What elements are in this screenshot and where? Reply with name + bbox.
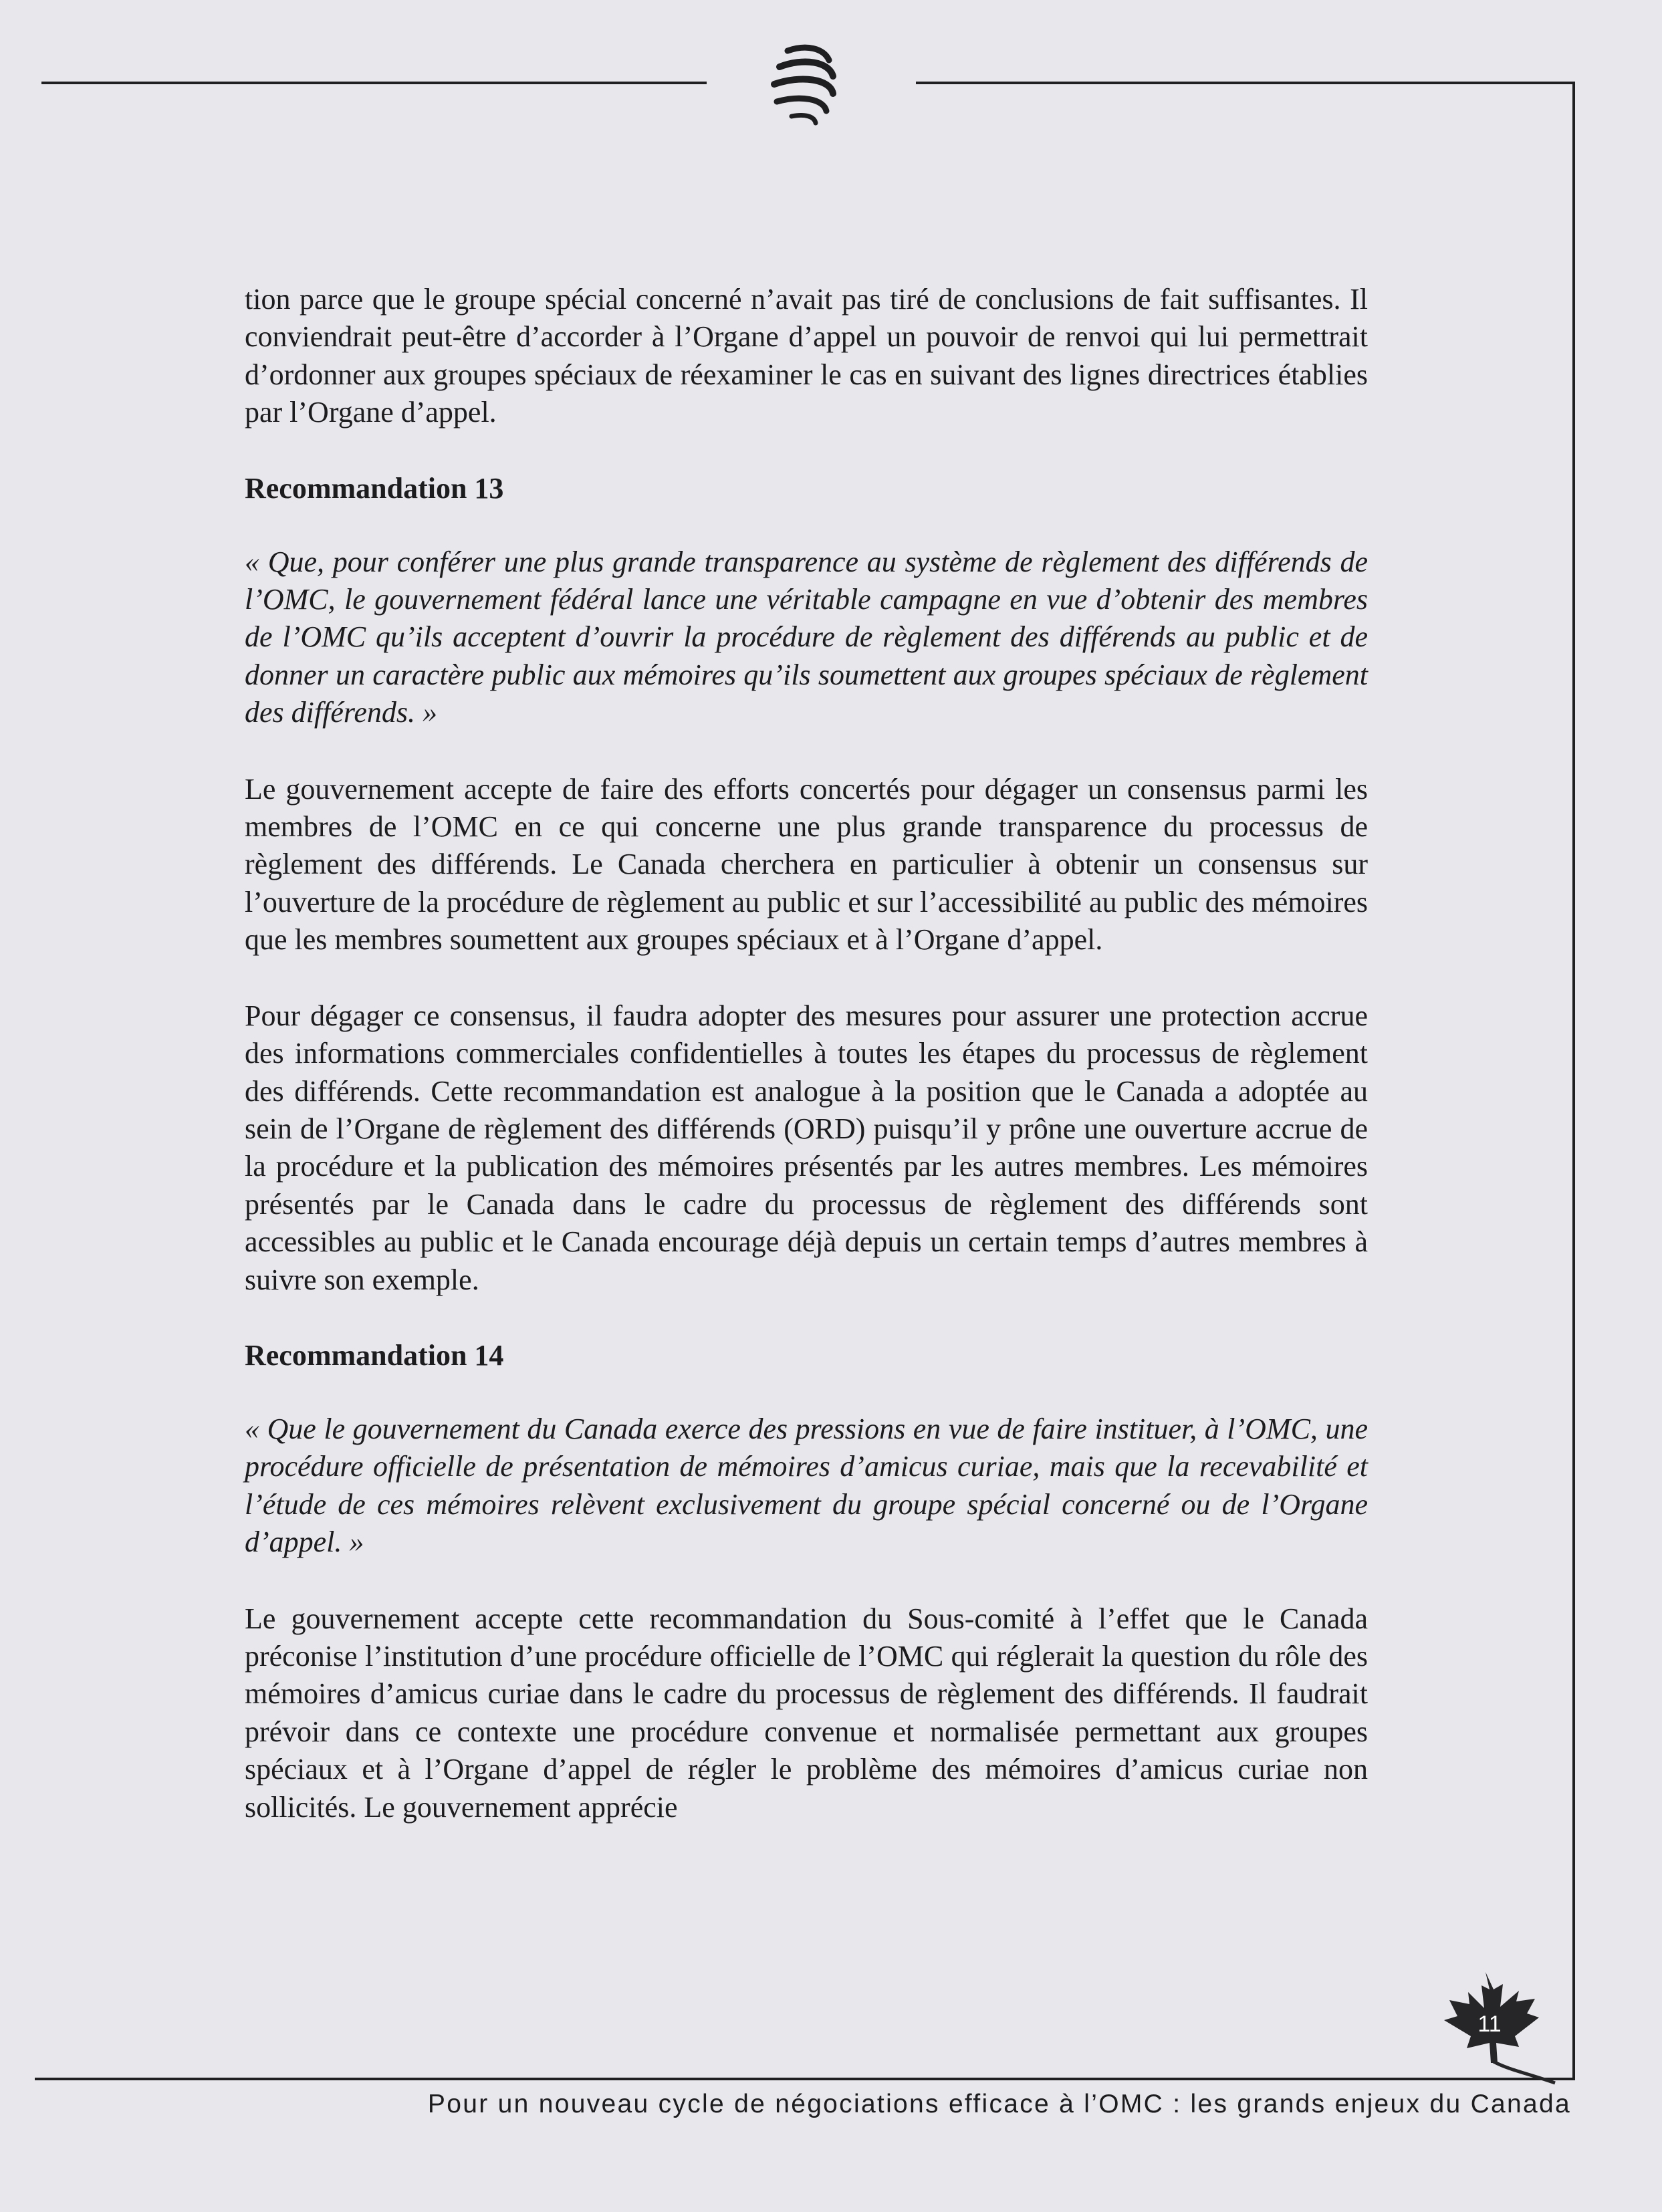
recommendation-13-response-1: Le gouvernement accepte de faire des efforts concertés pour dégager un consensus parmi les membres de l’OMC en ce qui concerne une plus grande transparence du processus de règlement des différends. Le Canada cherchera en particulier à obtenir un consensus sur l’ouverture de la procédure de règlement au public et sur l’accessibilité au public des mémoires que les membres soumettent aux groupes spéciaux et à l’Organe d’appel. [245, 772, 1368, 957]
page-number: 11 [1477, 2011, 1502, 2037]
footer-rule [35, 2078, 1575, 2080]
intro-paragraph: tion parce que le groupe spécial concerné n’avait pas tiré de conclusions de fait suffisantes. Il conviendrait peut-être d’accorder à l’Organe d’appel un pouvoir de renvoi qui lui permettrait d’ordonner aux groupes spéciaux de réexaminer le cas en suivant des lignes directrices établies par l’Organe d’appel. [245, 283, 1368, 429]
header-rule-right [916, 82, 1575, 84]
header-rule-left [41, 82, 707, 84]
recommendation-14-quote: « Que le gouvernement du Canada exerce des pressions en vue de faire instituer, à l’OMC, une procédure officielle de présentation de mémoires d’amicus curiae, mais que la recevabilité et l’étude de ces mémoires relèvent exclusivement du groupe spécial concerné ou de l’Organe d’appel. » [245, 1412, 1368, 1559]
wto-logo-icon [754, 41, 861, 128]
document-body [245, 281, 1368, 1826]
recommendation-13-heading: Recommandation 13 [245, 471, 504, 505]
recommendation-13-response-2: Pour dégager ce consensus, il faudra adopter des mesures pour assurer une protection accrue des informations commerciales confidentielles à toutes les étapes du processus de règlement des différends. Cette recommandation est analogue à la position que le Canada a adoptée au sein de l’Organe de règlement des différends (ORD) puisqu’il y prône une ouverture accrue de la procédure et la publication des mémoires présentés par les autres membres. Les mémoires présentés par le Canada dans le cadre du processus de règlement des différends sont accessibles au public et le Canada encourage déjà depuis un certain temps d’autres membres à suivre son exemple. [245, 999, 1368, 1296]
recommendation-14-response-1: Le gouvernement accepte cette recommandation du Sous-comité à l’effet que le Canada préconise l’institution d’une procédure officielle de l’OMC qui réglerait la question du rôle des mémoires d’amicus curiae dans le cadre du processus de règlement des différends. Il faudrait prévoir dans ce contexte une procédure convenue et normalisée permettant aux groupes spéciaux et à l’Organe d’appel de régler le problème des mémoires d’amicus curiae non sollicités. Le gouvernement apprécie [245, 1602, 1368, 1824]
recommendation-13-quote: « Que, pour conférer une plus grande transparence au système de règlement des différends de l’OMC, le gouvernement fédéral lance une véritable campagne en vue d’obtenir des membres de l’OMC qu’ils acceptent d’ouvrir la procédure de règlement des différends au public et de donner un caractère public aux mémoires qu’ils soumettent aux groupes spéciaux de règlement des différends. » [245, 545, 1368, 729]
recommendation-14-heading: Recommandation 14 [245, 1338, 504, 1372]
frame-rule-right [1572, 82, 1575, 2079]
footer-title: Pour un nouveau cycle de négociations efficace à l’OMC : les grands enjeux du Canada [427, 2090, 1571, 2118]
